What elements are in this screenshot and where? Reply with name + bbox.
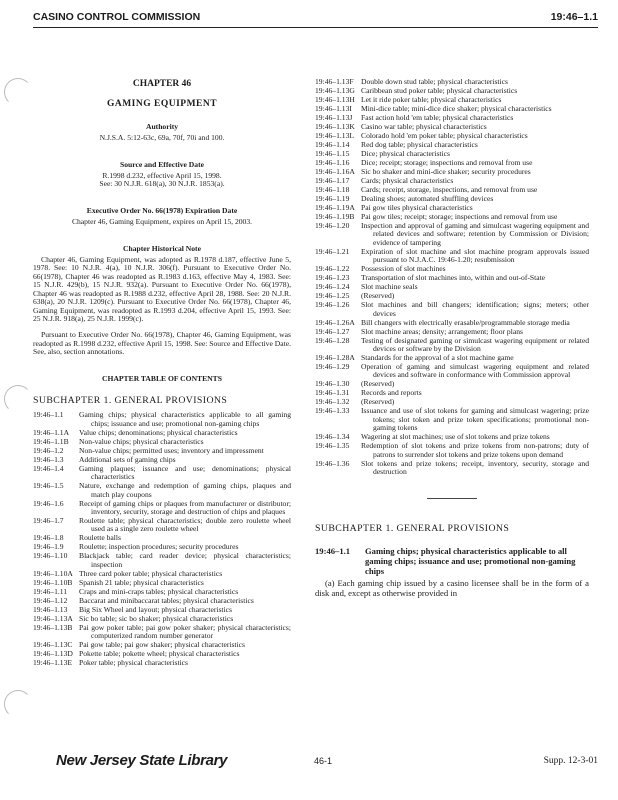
section-heading — [315, 546, 589, 576]
chapter-title: GAMING EQUIPMENT — [106, 99, 218, 110]
toc-section-number: 19:46–1.19 — [315, 194, 350, 203]
toc-section-number: 19:46–1.13D — [33, 649, 73, 659]
toc-section-title: Possession of slot machines — [361, 264, 446, 274]
toc-row — [315, 141, 589, 149]
toc-row — [33, 579, 291, 587]
toc-section-number: 19:46–1.17 — [315, 176, 350, 185]
subchapter-heading: SUBCHAPTER 1. GENERAL PROVISIONS — [33, 394, 228, 406]
toc-section-number: 19:46–1.35 — [315, 441, 350, 451]
toc-section-title: Pai gow tiles physical characteristics — [361, 203, 473, 212]
toc-section-number: 19:46–1.31 — [315, 388, 350, 398]
section-body: (a) Each gaming chip issued by a casino licensee shall be in the form of a disk and, except as otherwise provided in — [315, 577, 589, 598]
toc-section-title: Slot machine areas; density; arrangement; floor plans — [361, 326, 523, 336]
toc-row — [315, 442, 589, 459]
toc-section-title: Nature, exchange and redemption of gaming chips, plaques and match play coupons — [79, 481, 291, 499]
toc-section-number: 19:46–1.30 — [315, 379, 350, 389]
toc-section-title: Red dog table; physical characteristics — [361, 140, 478, 149]
toc-section-title: Operation of gaming and simulcast wagering equipment and related devices and software in conformance with Commission approval — [361, 362, 589, 380]
toc-section-title: Additional sets of gaming chips — [79, 454, 176, 464]
toc-list — [33, 411, 291, 667]
toc-section-number: 19:46–1.4 — [33, 463, 64, 473]
toc-section-title: Mini-dice table; mini-dice dice shaker; physical characteristics — [361, 104, 552, 113]
toc-row — [315, 222, 589, 247]
left-column — [33, 80, 291, 668]
toc-section-title: Big Six Wheel and layout; physical characteristics — [79, 604, 232, 614]
toc-section-title: Dice; receipt; storage; inspections and removal from use — [361, 158, 533, 167]
toc-section-number: 19:46–1.13 — [33, 604, 68, 614]
toc-section-number: 19:46–1.20 — [315, 221, 350, 230]
toc-row — [315, 301, 589, 318]
toc-section-title: Cards; receipt, storage, inspections, and removal from use — [361, 185, 538, 194]
toc-section-title: Poker table; physical characteristics — [79, 658, 189, 668]
toc-row — [315, 274, 589, 282]
toc-section-number: 19:46–1.1 — [33, 410, 64, 420]
punch-hole-mark — [4, 385, 32, 413]
toc-section-number: 19:46–1.36 — [315, 458, 350, 468]
toc-section-title: Non-value chips; physical characteristics — [79, 436, 204, 446]
toc-section-title: Testing of designated gaming or simulcast wagering equipment or related devices or software by the Division — [361, 335, 589, 354]
toc-section-number: 19:46–1.10 — [33, 551, 68, 561]
toc-row — [315, 389, 589, 397]
toc-section-title: Pai gow tiles; receipt; storage; inspections and removal from use — [361, 212, 558, 221]
toc-section-title: Bill changers with electrically erasable/programmable storage media — [361, 317, 570, 327]
toc-section-title: Non-value chips; permitted uses; inventory and impressment — [79, 445, 264, 455]
supplement-date: Supp. 12-3-01 — [543, 756, 598, 766]
toc-section-number: 19:46–1.14 — [315, 140, 350, 149]
toc-section-title: Let it ride poker table; physical characteristics — [361, 95, 502, 104]
toc-section-number: 19:46–1.27 — [315, 326, 350, 336]
toc-section-number: 19:46–1.5 — [33, 481, 64, 491]
header-agency: CASINO CONTROL COMMISSION — [33, 11, 201, 23]
section-number: 19:46–1.1 — [315, 545, 351, 556]
toc-row — [315, 380, 589, 388]
toc-section-number: 19:46–1.13A — [33, 613, 73, 623]
toc-section-number: 19:46–1.1B — [33, 436, 69, 446]
toc-section-number: 19:46–1.23 — [315, 273, 350, 283]
authority-heading: Authority — [145, 121, 179, 131]
toc-section-number: 19:46–1.16A — [315, 167, 355, 176]
toc-section-number: 19:46–1.15 — [315, 149, 350, 158]
toc-row — [33, 624, 291, 641]
toc-row — [33, 517, 291, 534]
toc-section-title: (Reserved) — [361, 379, 395, 389]
toc-section-number: 19:46–1.13F — [315, 77, 354, 86]
toc-section-title: Baccarat and minibaccarat tables; physical characteristics — [79, 595, 254, 605]
toc-section-title: Sic bo table; sic bo shaker; physical characteristics — [79, 613, 234, 623]
toc-section-title: Roulette table; physical characteristics; double zero roulette wheel used as a single zero roulette wheel — [79, 515, 291, 534]
header-rule — [33, 27, 598, 28]
toc-section-number: 19:46–1.24 — [315, 282, 350, 292]
toc-row — [33, 429, 291, 437]
toc-section-title: Pai gow poker table; pai gow poker shaker; physical characteristics; computerized random number generator — [79, 622, 291, 641]
toc-section-number: 19:46–1.10A — [33, 568, 73, 578]
toc-section-number: 19:46–1.13L — [315, 131, 355, 140]
toc-section-title: Gaming chips; physical characteristics applicable to all gaming chips; issuance and use; promotional non-gaming chips — [79, 410, 291, 428]
toc-section-title: Receipt of gaming chips or plaques from manufacturer or distributor; inventory, security, storage and destruction of chips and plaques — [79, 498, 291, 516]
toc-section-title: Caribbean stud poker table; physical characteristics — [361, 86, 518, 95]
toc-list — [315, 78, 589, 476]
toc-heading: CHAPTER TABLE OF CONTENTS — [102, 373, 222, 383]
toc-section-number: 19:46–1.13K — [315, 122, 355, 131]
subchapter-heading: SUBCHAPTER 1. GENERAL PROVISIONS — [315, 523, 510, 535]
toc-section-number: 19:46–1.11 — [33, 586, 68, 596]
toc-row — [33, 615, 291, 623]
library-stamp: New Jersey State Library — [56, 752, 228, 769]
section-title: Gaming chips; physical characteristics applicable to all gaming chips; issuance and use; promotional non-gaming chips — [365, 545, 576, 576]
toc-row — [33, 411, 291, 428]
source-line: R.1998 d.232, effective April 15, 1998. — [102, 171, 222, 181]
toc-section-title: Cards; physical characteristics — [361, 176, 454, 185]
toc-section-number: 19:46–1.13B — [33, 622, 73, 632]
toc-section-number: 19:46–1.22 — [315, 264, 350, 274]
toc-section-title: Issuance and use of slot tokens for gaming and simulcast wagering; prize tokens; slot token and prize token specifications; promotional non-gaming tokens — [361, 406, 589, 433]
toc-row — [33, 606, 291, 614]
toc-section-title: (Reserved) — [361, 291, 395, 301]
toc-section-number: 19:46–1.28 — [315, 335, 350, 345]
toc-section-number: 19:46–1.33 — [315, 406, 350, 416]
right-column — [315, 78, 589, 598]
toc-section-number: 19:46–1.1A — [33, 427, 70, 437]
toc-section-number: 19:46–1.34 — [315, 432, 350, 442]
toc-row — [33, 659, 291, 667]
toc-row — [33, 447, 291, 455]
toc-row — [33, 465, 291, 482]
source-line: See: 30 N.J.R. 618(a), 30 N.J.R. 1853(a). — [99, 179, 225, 189]
toc-section-title: Pai gow table; pai gow shaker; physical characteristics — [79, 640, 245, 650]
toc-section-title: Slot machines and bill changers; identification; signs; meters; other devices — [361, 300, 589, 318]
header-section: 19:46–1.1 — [550, 11, 598, 23]
toc-section-title: Redemption of slot tokens and prize tokens from non-patrons; duty of patrons to surrender slot tokens and prize tokens upon demand — [361, 441, 589, 459]
toc-section-title: Pokette table; pokette wheel; physical characteristics — [79, 649, 240, 659]
toc-section-number: 19:46–1.8 — [33, 533, 64, 543]
toc-section-title: Gaming plaques; issuance and use; denominations; physical characteristics — [79, 463, 291, 482]
exec-order-text: Chapter 46, Gaming Equipment, expires on April 15, 2003. — [71, 217, 253, 227]
toc-section-number: 19:46–1.13I — [315, 104, 352, 113]
toc-section-title: Colorado hold 'em poker table; physical characteristics — [361, 131, 528, 140]
source-heading: Source and Effective Date — [119, 159, 204, 169]
toc-section-title: Fast action hold 'em table; physical characteristics — [361, 113, 514, 122]
toc-section-title: Value chips; denominations; physical characteristics — [79, 427, 238, 437]
footer — [56, 752, 598, 774]
toc-row — [315, 328, 589, 336]
toc-row — [33, 482, 291, 499]
toc-section-title: Roulette; inspection procedures; security procedures — [79, 542, 239, 552]
toc-section-number: 19:46–1.29 — [315, 362, 350, 372]
toc-section-title: Dice; physical characteristics — [361, 149, 450, 158]
toc-row — [33, 597, 291, 605]
toc-section-number: 19:46–1.21 — [315, 246, 350, 256]
running-header — [33, 11, 598, 25]
toc-section-number: 19:46–1.9 — [33, 542, 64, 552]
toc-section-title: Wagering at slot machines; use of slot tokens and prize tokens — [361, 432, 550, 442]
toc-row — [315, 337, 589, 354]
toc-row — [315, 319, 589, 327]
toc-section-number: 19:46–1.13E — [33, 658, 73, 668]
toc-row — [315, 363, 589, 380]
toc-row — [33, 456, 291, 464]
toc-row — [33, 438, 291, 446]
toc-section-number: 19:46–1.2 — [33, 445, 64, 455]
toc-section-number: 19:46–1.3 — [33, 454, 64, 464]
punch-hole-mark — [4, 690, 32, 718]
history-paragraph: Chapter 46, Gaming Equipment, was adopted as R.1978 d.187, effective June 5, 1978. See: 10 N.J.R. 4(a), 10 N.J.R. 306(f). Pursuant to Executive Order No. 66(1978), Chapter 46 was readopted as R.1983 d.163, effective May 4, 1983. See: 15 N.J.R. 429(b), 15 N.J.R. 932(a). Pursuant to Executive Order No. 66(1978), Chapter 46 was readopted as R.1988 d.232, effective April 28, 1988. See: 20 N.J.R. 638(a), 20 N.J.R. 1209(c). Pursuant to Executive Order No. 66(1978), Chapter 46, Gaming Equipment, was readopted as R.1993 d.204, effective April 15, 1993. See: 25 N.J.R. 918(a), 25 N.J.R. 1999(c). — [33, 255, 291, 323]
toc-section-number: 19:46–1.26A — [315, 317, 355, 327]
toc-row — [33, 552, 291, 569]
section-divider — [427, 498, 477, 499]
toc-section-title: Expiration of slot machine and slot machine program approvals issued pursuant to N.J.A.C. 19:46-1.20; resubmission — [361, 246, 589, 265]
toc-section-title: Spanish 21 table; physical characteristics — [79, 577, 204, 587]
toc-section-title: Three card poker table; physical characteristics — [79, 568, 223, 578]
toc-section-title: Sic bo shaker and mini-dice shaker; security procedures — [361, 167, 531, 176]
toc-section-title: Slot tokens and prize tokens; receipt, inventory, security, storage and destruction — [361, 458, 589, 477]
toc-section-number: 19:46–1.7 — [33, 515, 64, 525]
toc-row — [315, 407, 589, 432]
toc-row — [33, 570, 291, 578]
toc-section-number: 19:46–1.13J — [315, 113, 353, 122]
toc-section-title: Records and reports — [361, 388, 422, 398]
toc-section-title: Casino war table; physical characteristics — [361, 122, 487, 131]
punch-hole-mark — [4, 78, 32, 106]
chapter-number: CHAPTER 46 — [132, 79, 192, 89]
toc-section-title: Slot machine seals — [361, 282, 418, 292]
toc-section-number: 19:46–1.25 — [315, 291, 350, 301]
toc-section-title: Inspection and approval of gaming and simulcast wagering equipment and related devices and software; retention by Commission or Division; evidence of tampering — [361, 221, 589, 247]
toc-section-number: 19:46–1.32 — [315, 397, 350, 407]
toc-row — [33, 588, 291, 596]
history-paragraph: Pursuant to Executive Order No. 66(1978), Chapter 46, Gaming Equipment, was readopted as R.1998 d.232, effective April 15, 1998. See: Source and Effective Date. See, also, section annotations. — [33, 330, 291, 357]
toc-row — [315, 248, 589, 265]
toc-row — [33, 500, 291, 517]
toc-section-title: Dealing shoes; automated shuffling devices — [361, 194, 494, 203]
toc-section-title: Blackjack table; card reader device; physical characteristics; inspection — [79, 551, 291, 569]
toc-section-number: 19:46–1.19A — [315, 203, 355, 212]
toc-section-title: Transportation of slot machines into, within and out-of-State — [361, 273, 546, 283]
toc-section-number: 19:46–1.19B — [315, 212, 355, 221]
toc-row — [315, 283, 589, 291]
toc-section-title: Standards for the approval of a slot machine game — [361, 353, 514, 363]
toc-section-title: Double down stud table; physical characteristics — [361, 77, 508, 86]
page-number: 46-1 — [314, 756, 333, 766]
toc-section-title: Craps and mini-craps tables; physical characteristics — [79, 586, 239, 596]
authority-text: N.J.S.A. 5:12-63c, 69a, 70f, 70i and 100. — [99, 133, 225, 143]
toc-section-number: 19:46–1.28A — [315, 353, 355, 363]
toc-section-number: 19:46–1.12 — [33, 595, 68, 605]
toc-row — [315, 460, 589, 477]
history-heading: Chapter Historical Note — [123, 243, 201, 253]
toc-section-number: 19:46–1.6 — [33, 498, 64, 508]
exec-order-heading: Executive Order No. 66(1978) Expiration Date — [86, 205, 238, 215]
toc-section-number: 19:46–1.10B — [33, 577, 73, 587]
toc-section-number: 19:46–1.13G — [315, 86, 355, 95]
toc-section-number: 19:46–1.13C — [33, 640, 73, 650]
toc-section-number: 19:46–1.18 — [315, 185, 350, 194]
toc-section-number: 19:46–1.26 — [315, 300, 350, 310]
toc-section-number: 19:46–1.16 — [315, 158, 350, 167]
toc-section-title: (Reserved) — [361, 397, 395, 407]
toc-section-number: 19:46–1.13H — [315, 95, 355, 104]
toc-section-title: Roulette balls — [79, 533, 121, 543]
